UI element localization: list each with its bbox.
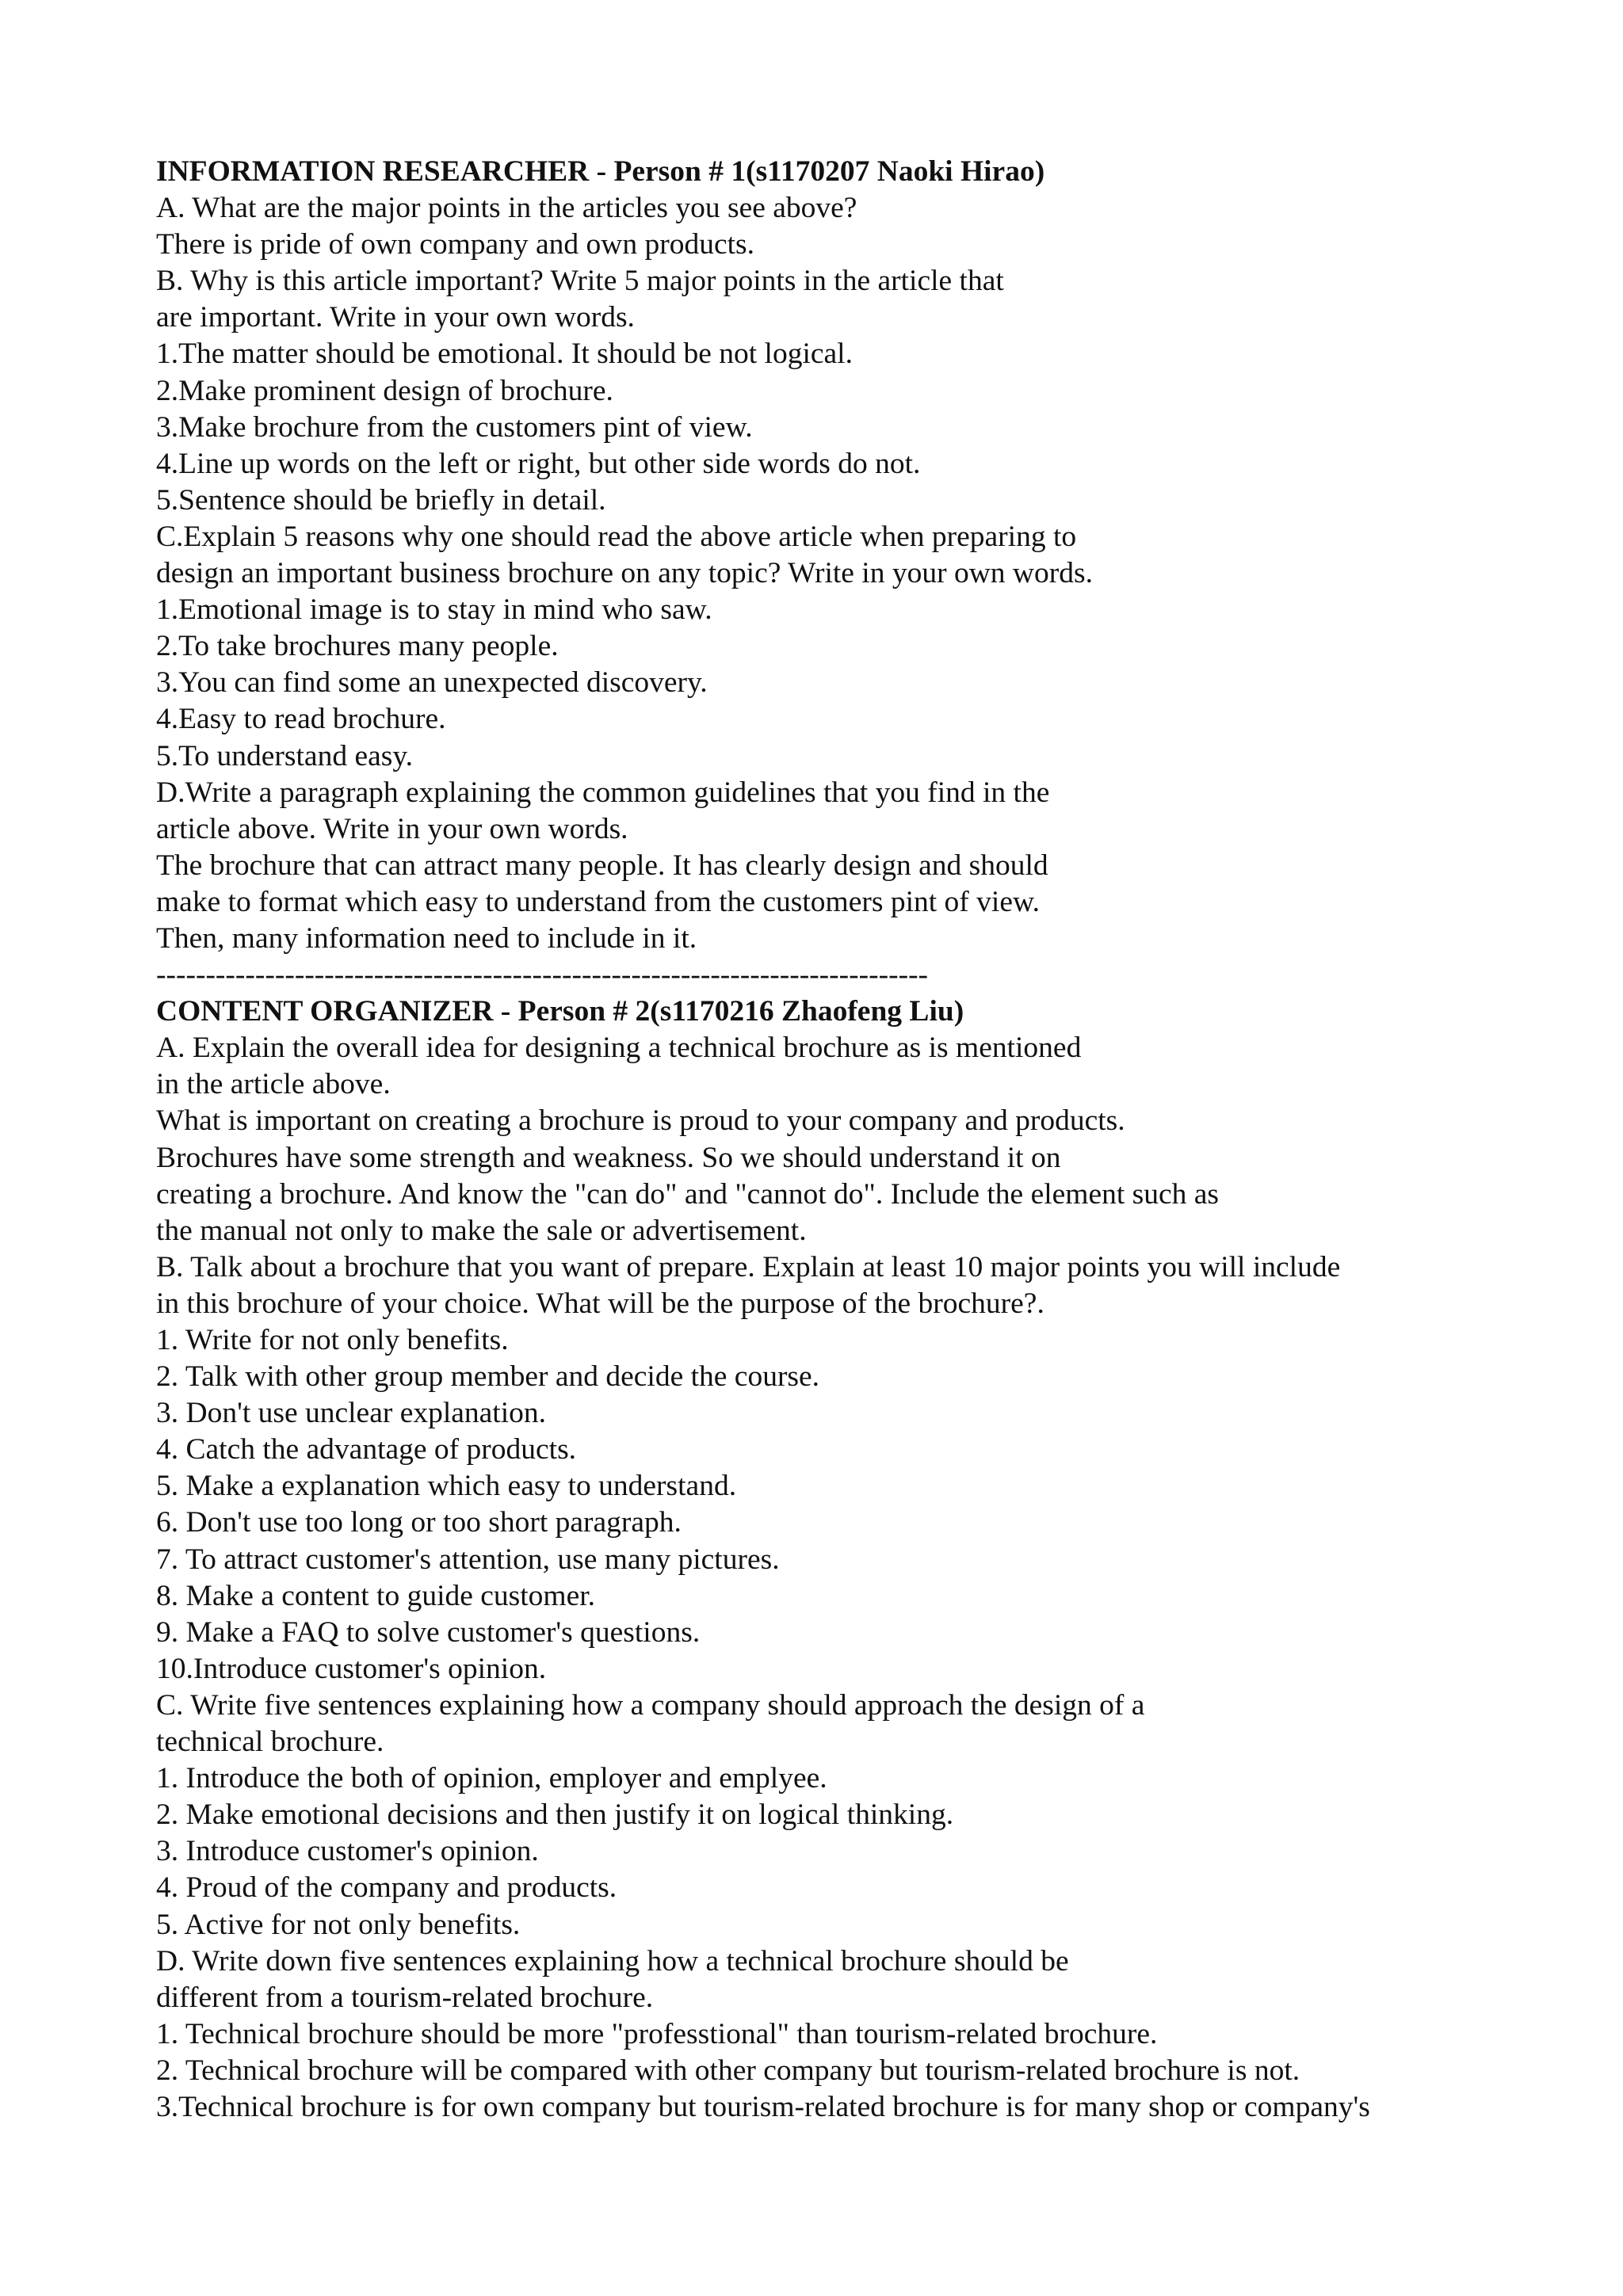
text-line: in this brochure of your choice. What will be the purpose of the brochure?.: [156, 1287, 1044, 1320]
section-content-organizer: [156, 1030, 1583, 2126]
section-information-researcher: [156, 190, 1583, 957]
text-line: 4. Catch the advantage of products.: [156, 1433, 577, 1466]
text-line: 1. Introduce the both of opinion, employer and emplyee.: [156, 1762, 827, 1795]
text-line: Then, many information need to include in it.: [156, 921, 697, 955]
text-line: 2. Talk with other group member and decide the course.: [156, 1360, 820, 1394]
text-line: 2.Make prominent design of brochure.: [156, 374, 613, 407]
text-line: the manual not only to make the sale or advertisement.: [156, 1214, 807, 1247]
section-divider: ------------------------------------------------------------------------------: [156, 959, 929, 992]
text-line: 2. Technical brochure will be compared with other company but tourism-related brochure is not.: [156, 2054, 1300, 2087]
text-line: 9. Make a FAQ to solve customer's questions.: [156, 1615, 701, 1649]
text-line: 3.You can find some an unexpected discovery.: [156, 666, 708, 700]
text-line: 1.The matter should be emotional. It should be not logical.: [156, 338, 853, 371]
text-line: D.Write a paragraph explaining the common guidelines that you find in the: [156, 776, 1050, 809]
text-line: 3. Introduce customer's opinion.: [156, 1835, 539, 1868]
text-line: C. Write five sentences explaining how a company should approach the design of a: [156, 1688, 1145, 1722]
text-line: 3.Technical brochure is for own company but tourism-related brochure is for many shop or company's: [156, 2090, 1370, 2123]
text-line: 5. Make a explanation which easy to understand.: [156, 1470, 737, 1503]
text-line: 1. Write for not only benefits.: [156, 1324, 509, 1356]
text-line: article above. Write in your own words.: [156, 812, 628, 845]
text-line: 5.To understand easy.: [156, 739, 414, 772]
text-line: Brochures have some strength and weakness. So we should understand it on: [156, 1141, 1061, 1174]
text-line: different from a tourism-related brochure.: [156, 1981, 654, 2014]
text-line: 1.Emotional image is to stay in mind who saw.: [156, 593, 712, 627]
text-line: 1. Technical brochure should be more "professtional" than tourism-related brochure.: [156, 2017, 1158, 2050]
text-line: 7. To attract customer's attention, use many pictures.: [156, 1543, 780, 1576]
text-line: D. Write down five sentences explaining how a technical brochure should be: [156, 1944, 1069, 1978]
text-line: 4.Easy to read brochure.: [156, 703, 446, 736]
document-body: [156, 154, 1583, 2126]
text-line: 4. Proud of the company and products.: [156, 1871, 617, 1905]
text-line: 2.To take brochures many people.: [156, 630, 559, 663]
text-line: technical brochure.: [156, 1726, 384, 1759]
text-line: What is important on creating a brochure is proud to your company and products.: [156, 1104, 1125, 1138]
text-line: design an important business brochure on any topic? Write in your own words.: [156, 557, 1093, 590]
text-line: 3.Make brochure from the customers pint of view.: [156, 410, 753, 444]
text-line: C.Explain 5 reasons why one should read the above article when preparing to: [156, 520, 1077, 553]
text-line: The brochure that can attract many people. It has clearly design and should: [156, 849, 1048, 882]
section-heading-information-researcher: INFORMATION RESEARCHER - Person # 1(s1170207 Naoki Hirao): [156, 155, 1045, 188]
text-line: 10.Introduce customer's opinion.: [156, 1652, 547, 1685]
text-line: are important. Write in your own words.: [156, 301, 635, 334]
text-line: 8. Make a content to guide customer.: [156, 1579, 596, 1612]
text-line: 5.Sentence should be briefly in detail.: [156, 483, 606, 517]
text-line: in the article above.: [156, 1068, 391, 1101]
text-line: 2. Make emotional decisions and then justify it on logical thinking.: [156, 1798, 954, 1832]
text-line: A. Explain the overall idea for designing a technical brochure as is mentioned: [156, 1032, 1082, 1065]
text-line: B. Why is this article important? Write 5 major points in the article that: [156, 265, 1004, 298]
text-line: creating a brochure. And know the "can do" and "cannot do". Include the element such as: [156, 1177, 1219, 1211]
section-heading-content-organizer: CONTENT ORGANIZER - Person # 2(s1170216 Zhaofeng Liu): [156, 995, 964, 1028]
text-line: 6. Don't use too long or too short paragraph.: [156, 1506, 682, 1539]
text-line: B. Talk about a brochure that you want of prepare. Explain at least 10 major points you will include: [156, 1250, 1341, 1283]
text-line: A. What are the major points in the articles you see above?: [156, 192, 857, 225]
text-line: 5. Active for not only benefits.: [156, 1908, 521, 1941]
text-line: make to format which easy to understand from the customers pint of view.: [156, 885, 1040, 918]
text-line: 3. Don't use unclear explanation.: [156, 1397, 547, 1430]
text-line: 4.Line up words on the left or right, but other side words do not.: [156, 447, 921, 480]
text-line: There is pride of own company and own products.: [156, 228, 755, 261]
